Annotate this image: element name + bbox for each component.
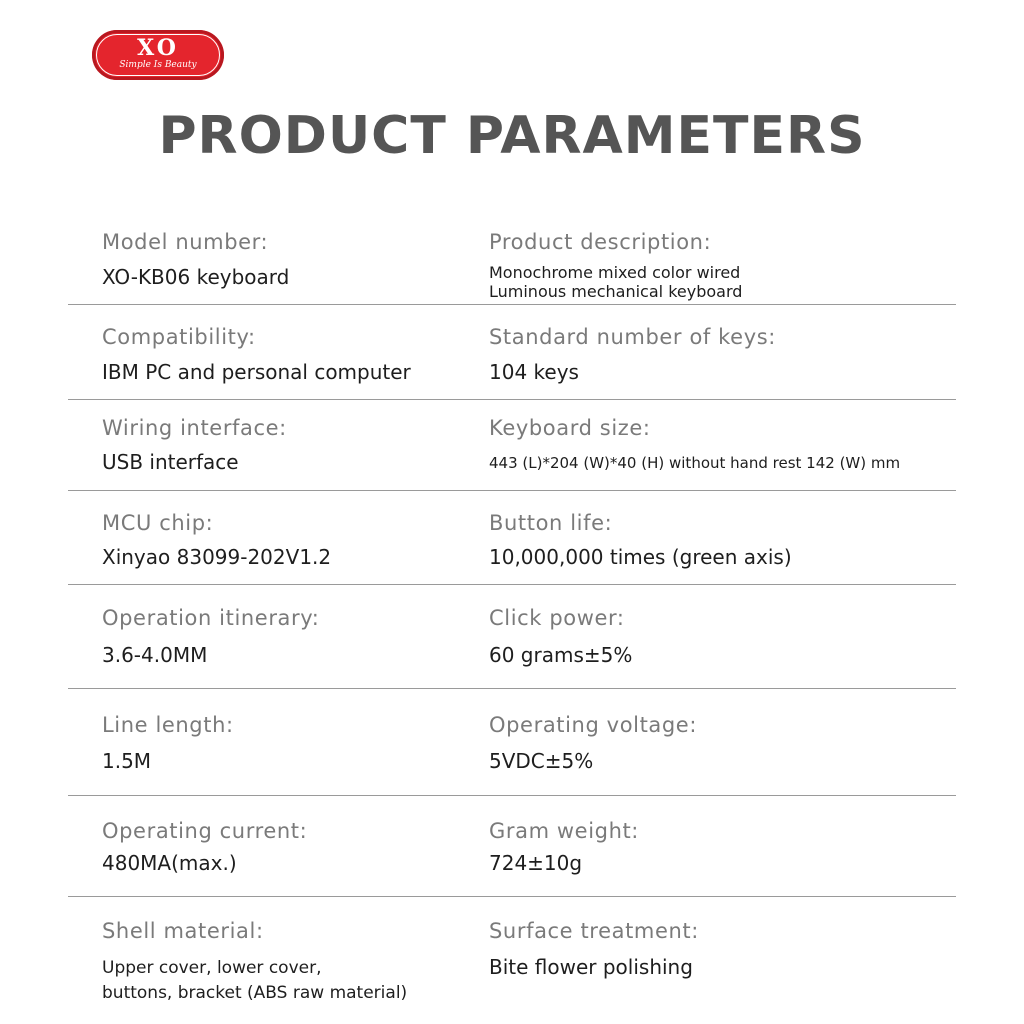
row-divider [68, 584, 956, 585]
logo-mark: XO [137, 35, 179, 61]
param-label-line-length: Line length: [102, 713, 234, 737]
param-value-button-life: 10,000,000 times (green axis) [489, 545, 792, 569]
param-label-operation-itinerary: Operation itinerary: [102, 606, 320, 630]
param-value-operation-itinerary: 3.6-4.0MM [102, 643, 208, 667]
param-value-line-length: 1.5M [102, 749, 152, 773]
param-label-product-description: Product description: [489, 230, 712, 254]
param-label-surface-treatment: Surface treatment: [489, 919, 699, 943]
param-label-button-life: Button life: [489, 511, 613, 535]
param-value-surface-treatment: Bite flower polishing [489, 955, 693, 979]
param-label-click-power: Click power: [489, 606, 625, 630]
param-value-click-power: 60 grams±5% [489, 643, 633, 667]
param-value-compatibility: IBM PC and personal computer [102, 360, 411, 384]
logo-tagline: Simple Is Beauty [119, 60, 197, 70]
row-divider [68, 795, 956, 796]
param-value-model-number: XO-KB06 keyboard [102, 265, 290, 289]
param-value-product-description-line2: Luminous mechanical keyboard [489, 282, 743, 301]
param-label-operating-current: Operating current: [102, 819, 308, 843]
row-divider [68, 304, 956, 305]
param-label-keyboard-size: Keyboard size: [489, 416, 651, 440]
param-value-shell-material-line1: Upper cover, lower cover, [102, 958, 322, 978]
param-label-standard-keys: Standard number of keys: [489, 325, 776, 349]
param-label-shell-material: Shell material: [102, 919, 264, 943]
param-value-shell-material-line2: buttons, bracket (ABS raw material) [102, 983, 408, 1003]
param-value-wiring-interface: USB interface [102, 450, 239, 474]
param-label-wiring-interface: Wiring interface: [102, 416, 287, 440]
param-value-product-description-line1: Monochrome mixed color wired [489, 263, 741, 282]
param-value-gram-weight: 724±10g [489, 851, 583, 875]
param-value-operating-current: 480MA(max.) [102, 851, 237, 875]
param-value-standard-keys: 104 keys [489, 360, 579, 384]
row-divider [68, 399, 956, 400]
param-label-operating-voltage: Operating voltage: [489, 713, 698, 737]
param-value-mcu-chip: Xinyao 83099-202V1.2 [102, 545, 332, 569]
param-label-gram-weight: Gram weight: [489, 819, 639, 843]
param-label-compatibility: Compatibility: [102, 325, 256, 349]
row-divider [68, 688, 956, 689]
param-label-model-number: Model number: [102, 230, 269, 254]
row-divider [68, 896, 956, 897]
page-title: PRODUCT PARAMETERS [158, 106, 866, 166]
row-divider [68, 490, 956, 491]
param-value-keyboard-size: 443 (L)*204 (W)*40 (H) without hand rest 142 (W) mm [489, 454, 901, 472]
param-label-mcu-chip: MCU chip: [102, 511, 214, 535]
param-value-operating-voltage: 5VDC±5% [489, 749, 594, 773]
